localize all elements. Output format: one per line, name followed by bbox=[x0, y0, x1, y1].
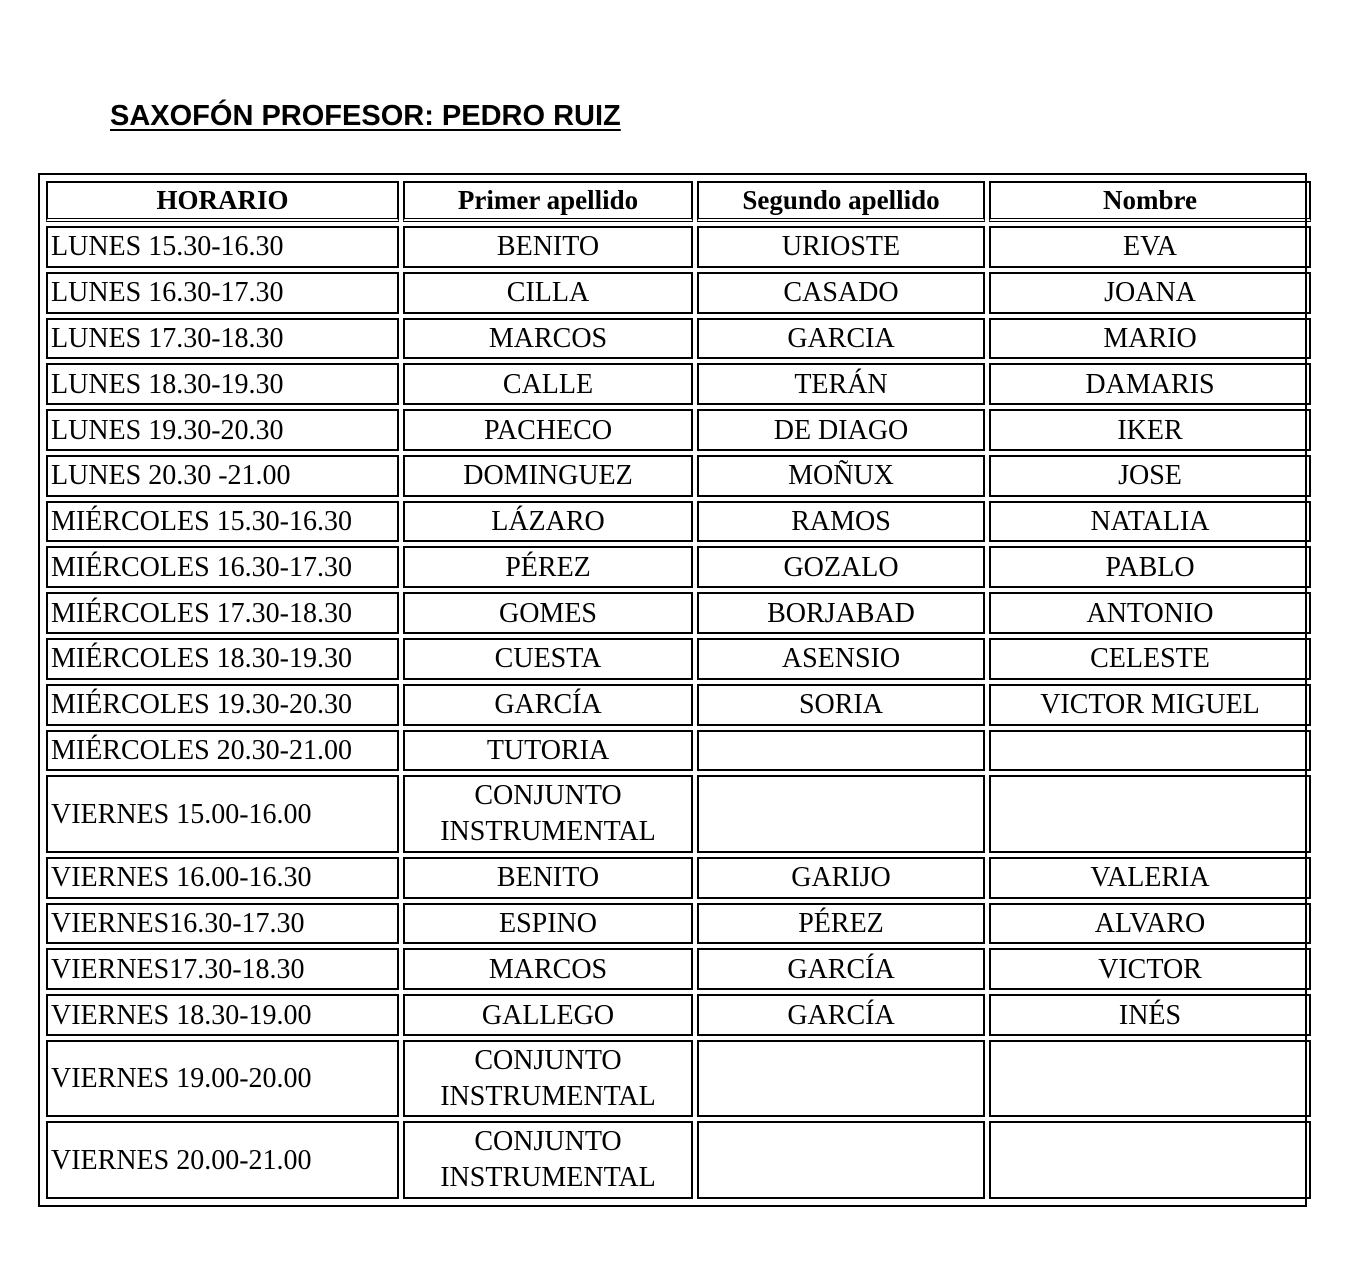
segundo-apellido-cell: ASENSIO bbox=[697, 638, 985, 680]
nombre-cell: NATALIA bbox=[989, 501, 1311, 543]
nombre-cell: ANTONIO bbox=[989, 592, 1311, 634]
primer-apellido-cell: GALLEGO bbox=[403, 994, 693, 1036]
primer-apellido-cell: CILLA bbox=[403, 272, 693, 314]
horario-cell: VIERNES 19.00-20.00 bbox=[46, 1040, 399, 1117]
nombre-cell bbox=[989, 730, 1311, 772]
table-row bbox=[46, 638, 1311, 680]
nombre-cell: DAMARIS bbox=[989, 363, 1311, 405]
table-body bbox=[46, 226, 1311, 1199]
nombre-cell: PABLO bbox=[989, 546, 1311, 588]
segundo-apellido-cell: CASADO bbox=[697, 272, 985, 314]
horario-cell: VIERNES 15.00-16.00 bbox=[46, 775, 399, 852]
horario-cell: LUNES 19.30-20.30 bbox=[46, 409, 399, 451]
column-header-nombre: Nombre bbox=[989, 181, 1311, 222]
segundo-apellido-cell bbox=[697, 1121, 985, 1199]
primer-apellido-cell: PACHECO bbox=[403, 409, 693, 451]
primer-apellido-cell: ESPINO bbox=[403, 903, 693, 945]
nombre-cell: VICTOR bbox=[989, 948, 1311, 990]
primer-apellido-cell: MARCOS bbox=[403, 318, 693, 360]
table-row bbox=[46, 409, 1311, 451]
table-row bbox=[46, 903, 1311, 945]
horario-cell: MIÉRCOLES 18.30-19.30 bbox=[46, 638, 399, 680]
table-row bbox=[46, 501, 1311, 543]
segundo-apellido-cell: BORJABAD bbox=[697, 592, 985, 634]
horario-cell: LUNES 15.30-16.30 bbox=[46, 226, 399, 268]
segundo-apellido-cell bbox=[697, 730, 985, 772]
table-row bbox=[46, 318, 1311, 360]
nombre-cell: CELESTE bbox=[989, 638, 1311, 680]
horario-cell: VIERNES 20.00-21.00 bbox=[46, 1121, 399, 1199]
nombre-cell: VALERIA bbox=[989, 857, 1311, 899]
table-row bbox=[46, 226, 1311, 268]
nombre-cell bbox=[989, 775, 1311, 852]
table-row bbox=[46, 455, 1311, 497]
horario-cell: MIÉRCOLES 16.30-17.30 bbox=[46, 546, 399, 588]
segundo-apellido-cell: GARCÍA bbox=[697, 994, 985, 1036]
table-row bbox=[46, 592, 1311, 634]
nombre-cell: JOANA bbox=[989, 272, 1311, 314]
primer-apellido-cell: PÉREZ bbox=[403, 546, 693, 588]
segundo-apellido-cell: GARCIA bbox=[697, 318, 985, 360]
horario-cell: MIÉRCOLES 15.30-16.30 bbox=[46, 501, 399, 543]
nombre-cell: INÉS bbox=[989, 994, 1311, 1036]
schedule-table-frame bbox=[38, 173, 1307, 1207]
segundo-apellido-cell bbox=[697, 1040, 985, 1117]
nombre-cell: EVA bbox=[989, 226, 1311, 268]
table-row bbox=[46, 775, 1311, 852]
segundo-apellido-cell: PÉREZ bbox=[697, 903, 985, 945]
nombre-cell: IKER bbox=[989, 409, 1311, 451]
segundo-apellido-cell bbox=[697, 775, 985, 852]
horario-cell: MIÉRCOLES 17.30-18.30 bbox=[46, 592, 399, 634]
primer-apellido-cell: LÁZARO bbox=[403, 501, 693, 543]
table-row bbox=[46, 272, 1311, 314]
table-header-row bbox=[46, 181, 1311, 222]
segundo-apellido-cell: GOZALO bbox=[697, 546, 985, 588]
nombre-cell: VICTOR MIGUEL bbox=[989, 684, 1311, 726]
segundo-apellido-cell: DE DIAGO bbox=[697, 409, 985, 451]
segundo-apellido-cell: GARIJO bbox=[697, 857, 985, 899]
horario-cell: VIERNES 18.30-19.00 bbox=[46, 994, 399, 1036]
schedule-table bbox=[42, 177, 1315, 1203]
horario-cell: LUNES 20.30 -21.00 bbox=[46, 455, 399, 497]
table-row bbox=[46, 948, 1311, 990]
nombre-cell: JOSE bbox=[989, 455, 1311, 497]
horario-cell: LUNES 18.30-19.30 bbox=[46, 363, 399, 405]
primer-apellido-cell: GOMES bbox=[403, 592, 693, 634]
table-row bbox=[46, 546, 1311, 588]
primer-apellido-cell: DOMINGUEZ bbox=[403, 455, 693, 497]
horario-cell: LUNES 16.30-17.30 bbox=[46, 272, 399, 314]
segundo-apellido-cell: SORIA bbox=[697, 684, 985, 726]
table-row bbox=[46, 857, 1311, 899]
nombre-cell bbox=[989, 1040, 1311, 1117]
primer-apellido-cell: GARCÍA bbox=[403, 684, 693, 726]
primer-apellido-cell: MARCOS bbox=[403, 948, 693, 990]
table-row bbox=[46, 994, 1311, 1036]
horario-cell: MIÉRCOLES 19.30-20.30 bbox=[46, 684, 399, 726]
segundo-apellido-cell: TERÁN bbox=[697, 363, 985, 405]
horario-cell: VIERNES16.30-17.30 bbox=[46, 903, 399, 945]
column-header-horario: HORARIO bbox=[46, 181, 399, 222]
table-row bbox=[46, 730, 1311, 772]
table-row bbox=[46, 1121, 1311, 1199]
column-header-primer-apellido: Primer apellido bbox=[403, 181, 693, 222]
table-row bbox=[46, 1040, 1311, 1117]
column-header-segundo-apellido: Segundo apellido bbox=[697, 181, 985, 222]
primer-apellido-cell: TUTORIA bbox=[403, 730, 693, 772]
primer-apellido-cell: CALLE bbox=[403, 363, 693, 405]
page-title: SAXOFÓN PROFESOR: PEDRO RUIZ bbox=[110, 100, 621, 132]
primer-apellido-cell: CONJUNTO INSTRUMENTAL bbox=[403, 1121, 693, 1199]
horario-cell: VIERNES 16.00-16.30 bbox=[46, 857, 399, 899]
horario-cell: VIERNES17.30-18.30 bbox=[46, 948, 399, 990]
segundo-apellido-cell: GARCÍA bbox=[697, 948, 985, 990]
segundo-apellido-cell: RAMOS bbox=[697, 501, 985, 543]
primer-apellido-cell: CONJUNTO INSTRUMENTAL bbox=[403, 1040, 693, 1117]
nombre-cell: MARIO bbox=[989, 318, 1311, 360]
segundo-apellido-cell: MOÑUX bbox=[697, 455, 985, 497]
horario-cell: LUNES 17.30-18.30 bbox=[46, 318, 399, 360]
nombre-cell: ALVARO bbox=[989, 903, 1311, 945]
nombre-cell bbox=[989, 1121, 1311, 1199]
segundo-apellido-cell: URIOSTE bbox=[697, 226, 985, 268]
table-row bbox=[46, 363, 1311, 405]
primer-apellido-cell: CONJUNTO INSTRUMENTAL bbox=[403, 775, 693, 852]
primer-apellido-cell: BENITO bbox=[403, 226, 693, 268]
table-row bbox=[46, 684, 1311, 726]
primer-apellido-cell: BENITO bbox=[403, 857, 693, 899]
horario-cell: MIÉRCOLES 20.30-21.00 bbox=[46, 730, 399, 772]
primer-apellido-cell: CUESTA bbox=[403, 638, 693, 680]
